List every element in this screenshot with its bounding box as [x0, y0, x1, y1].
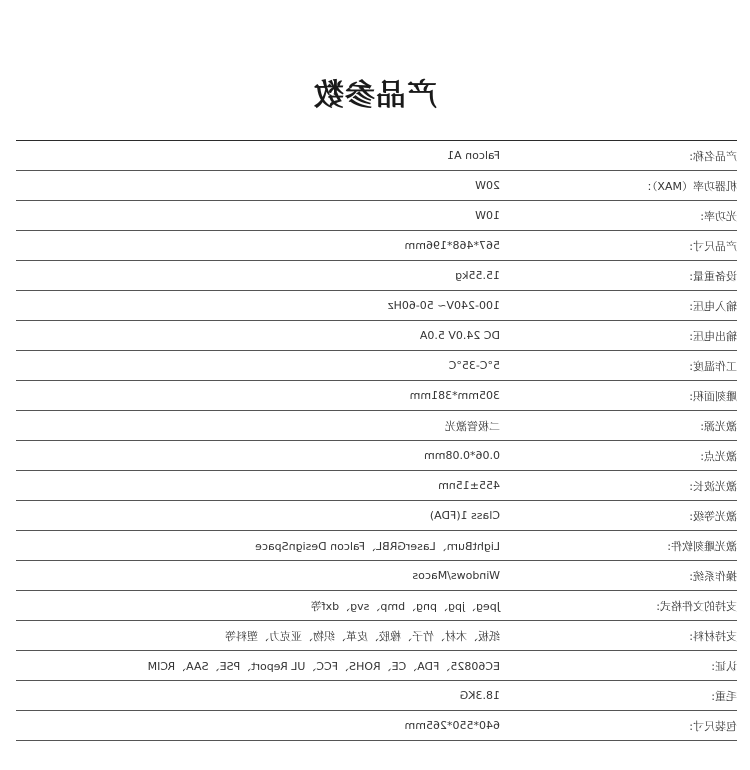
table-row	[16, 171, 737, 201]
spec-value: 二极管激光	[445, 419, 500, 433]
spec-label: 激光源:	[700, 419, 737, 433]
table-row	[16, 471, 737, 501]
table-row	[16, 141, 737, 171]
spec-value: 纸板、木材、竹子、橡胶、皮革、织物、亚克力、塑料等	[225, 629, 500, 643]
table-row	[16, 591, 737, 621]
spec-label: 机器功率（MAX）：	[640, 179, 737, 193]
spec-value: EC60825、FDA、CE、ROHS、FCC、UL Report、PSE、SAA、RCIM	[147, 659, 500, 673]
spec-label: 激光点:	[700, 449, 737, 463]
table-row	[16, 561, 737, 591]
spec-label: 认证:	[711, 659, 737, 673]
spec-label: 工作温度:	[689, 359, 737, 373]
table-row	[16, 681, 737, 711]
spec-label: 输出电压:	[689, 329, 737, 343]
table-row	[16, 441, 737, 471]
spec-label: 毛重:	[711, 689, 737, 703]
spec-value: 305mm*381mm	[409, 389, 500, 402]
table-row	[16, 411, 737, 441]
spec-label: 设备重量:	[689, 269, 737, 283]
spec-label: 雕刻面积:	[689, 389, 737, 403]
spec-label: 激光等级:	[689, 509, 737, 523]
spec-value: Windows/Macos	[412, 569, 500, 582]
table-row	[16, 231, 737, 261]
table-row	[16, 351, 737, 381]
table-row	[16, 201, 737, 231]
spec-table	[16, 140, 737, 741]
spec-value: Jpeg、jpg、png、bmp、svg、dxf等	[310, 599, 500, 613]
table-row	[16, 621, 737, 651]
spec-label: 激光雕刻软件:	[667, 539, 737, 553]
spec-value: 640*550*265mm	[404, 719, 500, 732]
spec-value: 20W	[475, 179, 500, 192]
spec-label: 输入电压:	[689, 299, 737, 313]
table-row	[16, 321, 737, 351]
table-row	[16, 711, 737, 741]
page-title: 产品参数	[313, 78, 437, 113]
spec-value: Class 1(FDA)	[429, 509, 500, 522]
spec-value: 100-240V~ 50-60Hz	[387, 299, 500, 312]
spec-label: 支持材料:	[689, 629, 737, 643]
spec-value: 5°C-35°C	[448, 359, 500, 372]
spec-value: DC 24.0V 5.0A	[419, 329, 500, 342]
spec-label: 激光波长:	[689, 479, 737, 493]
spec-label: 操作系统:	[689, 569, 737, 583]
spec-value: 0.06*0.08mm	[424, 449, 500, 462]
spec-label: 产品尺寸:	[689, 239, 737, 253]
spec-value: Falcon A1	[447, 149, 500, 162]
table-row	[16, 651, 737, 681]
table-row	[16, 261, 737, 291]
table-row	[16, 291, 737, 321]
spec-value: 567*468*196mm	[404, 239, 500, 252]
table-row	[16, 531, 737, 561]
table-row	[16, 381, 737, 411]
spec-value: 18.3KG	[459, 689, 500, 702]
spec-value: 15.55kg	[455, 269, 500, 282]
spec-label: 包装尺寸:	[689, 719, 737, 733]
table-row	[16, 501, 737, 531]
spec-label: 支持的文件格式:	[656, 599, 737, 613]
spec-label: 产品名称:	[689, 149, 737, 163]
spec-value: LightBurn、LaserGRBL、Falcon DesignSpace	[255, 539, 500, 553]
spec-value: 455±15nm	[438, 479, 500, 492]
spec-value: 10W	[475, 209, 500, 222]
spec-label: 光功率:	[700, 209, 737, 223]
